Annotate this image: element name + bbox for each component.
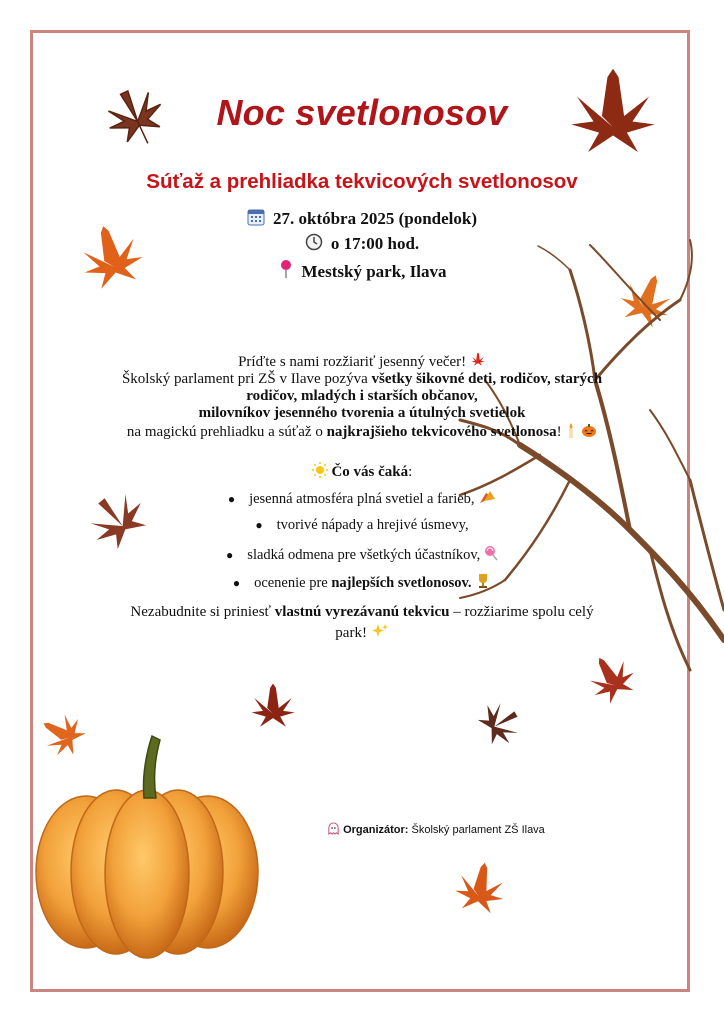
- invite-line-1: Príďte s nami rozžiariť jesenný večer!: [238, 354, 467, 370]
- list-item: [0, 545, 724, 564]
- bullet-dot: ●: [226, 548, 234, 562]
- pumpkin-icon: [581, 422, 597, 438]
- reminder-text: [85, 602, 639, 644]
- invite-line-2-pre: Školský parlament pri ZŠ v Ilave pozýva: [121, 371, 372, 387]
- list-item: [0, 489, 724, 508]
- list-item: [0, 517, 724, 534]
- event-date-line: [0, 208, 724, 229]
- event-time: o 17:00 hod.: [330, 234, 420, 253]
- bullet-text: ocenenie pre: [254, 575, 332, 591]
- event-time-line: [0, 233, 724, 254]
- candle-icon: [565, 422, 577, 438]
- invite-line-2-bold: všetky šikovné deti, rodičov, starých: [371, 371, 603, 387]
- bullet-dot: ●: [255, 518, 263, 532]
- page-subtitle: Súťaž a prehliadka tekvicových svetlonosov: [146, 170, 578, 193]
- invite-line-3: rodičov, mladých i starších občanov,: [246, 388, 478, 404]
- sun-icon: [312, 462, 328, 478]
- pin-icon: [278, 259, 294, 279]
- reminder-post-2: park!: [335, 625, 367, 641]
- invite-line-5-bold: najkrajšieho tekvicového svetlonosa: [326, 424, 557, 440]
- event-place-line: [0, 259, 724, 282]
- reminder-post-1: – rozžiarime spolu celý: [449, 604, 594, 620]
- event-place: Mestský park, Ilava: [301, 262, 447, 281]
- leaf-bottom-right: [454, 860, 506, 920]
- leaves-icon: [478, 489, 496, 505]
- invite-line-5-pre: na magickú prehliadku a súťaž o: [126, 424, 327, 440]
- invite-line-4: milovníkov jesenného tvorenia a útulných svetielok: [198, 405, 526, 421]
- organizer-line: [327, 822, 545, 836]
- ghost-icon: [327, 822, 340, 835]
- reminder-bold: vlastnú vyrezávanú tekvicu: [274, 604, 450, 620]
- bullet-dot: ●: [232, 576, 241, 590]
- leaf-lower-center-left: [250, 680, 296, 736]
- page-title: Noc svetlonosov: [216, 92, 508, 133]
- what-awaits-suffix: :: [408, 464, 413, 480]
- bullet-text: sladká odmena pre všetkých účastníkov,: [247, 547, 481, 563]
- calendar-icon: [247, 208, 265, 226]
- organizer-value: Školský parlament ZŠ Ilava: [408, 824, 545, 836]
- invitation-text: [70, 352, 654, 441]
- what-awaits-label: Čo vás čaká: [331, 464, 409, 480]
- maple-leaf-icon: [470, 352, 486, 368]
- invite-line-5-post: !: [556, 424, 562, 440]
- bullet-bold-text: najlepších svetlonosov.: [331, 575, 472, 591]
- bullet-text: jesenná atmosféra plná svetiel a farieb,: [249, 491, 475, 507]
- bullet-text: tvorivé nápady a hrejivé úsmevy,: [276, 517, 469, 533]
- pumpkin-illustration: [34, 732, 260, 962]
- trophy-icon: [475, 573, 491, 589]
- leaf-lower-center-right: [466, 700, 528, 750]
- reminder-pre: Nezabudnite si priniesť: [130, 604, 275, 620]
- clock-icon: [305, 233, 323, 251]
- sparkles-icon: [371, 623, 389, 639]
- list-item: [0, 573, 724, 592]
- lollipop-icon: [484, 545, 498, 561]
- event-date: 27. októbra 2025 (pondelok): [272, 209, 478, 228]
- what-awaits-heading: [0, 462, 724, 481]
- bullet-dot: ●: [227, 492, 236, 506]
- organizer-label: Organizátor:: [343, 824, 409, 836]
